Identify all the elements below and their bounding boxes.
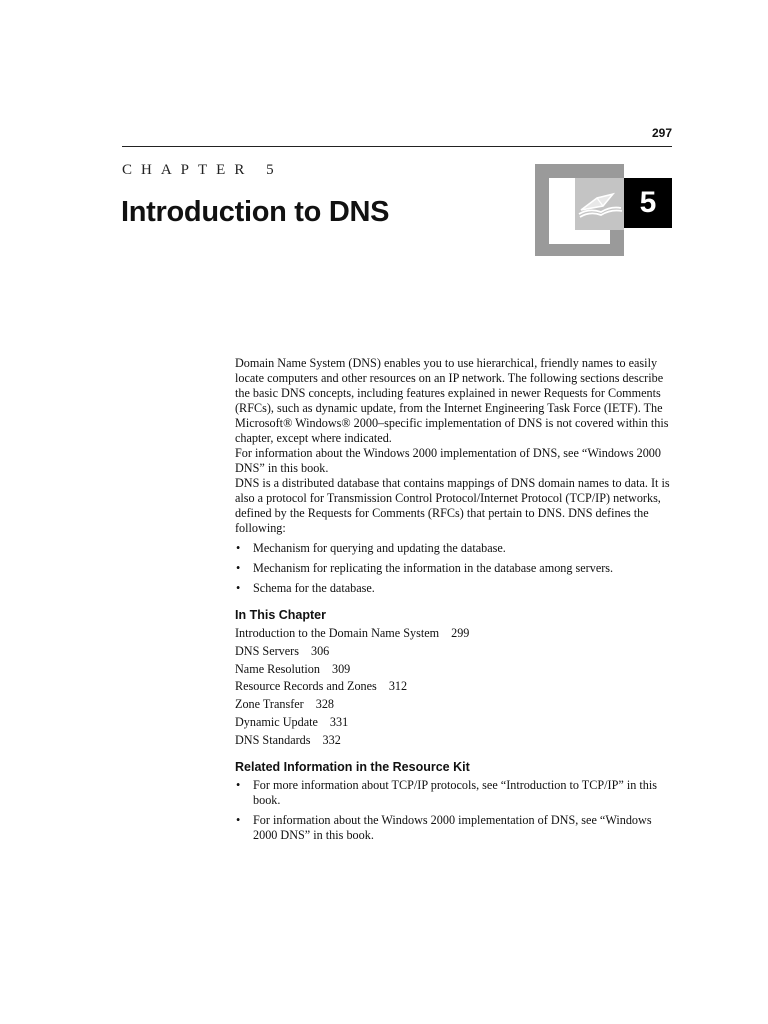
page-title: Introduction to DNS [121,196,390,228]
toc-item-title: DNS Servers [235,643,299,658]
list-item: • Mechanism for querying and updating the database. [235,541,675,556]
chapter-graphic [535,164,672,257]
related-info-heading: Related Information in the Resource Kit [235,759,470,774]
toc-item-title: Introduction to the Domain Name System [235,626,440,640]
toc-item-page: 312 [388,679,408,694]
toc-item[interactable] [235,662,675,680]
page-number: 297 [651,126,672,140]
toc-item-title: Name Resolution [235,661,320,676]
toc-item[interactable] [235,679,675,697]
list-item: • Mechanism for replicating the information in the database among servers. [235,561,675,576]
toc-item-page: 331 [329,714,349,729]
toc-item-page: 306 [310,643,330,658]
list-item: • For information about the Windows 2000 implementation of DNS, see “Windows 2000 DNS” in this book. [235,813,675,843]
intro-paragraph: DNS is a distributed database that contains mappings of DNS domain names to data. It is also a protocol for Transmission Control Protocol/Internet Protocol (TCP/IP) networks, defined by the Requests for Comments (RFCs) that pertain to DNS. DNS defines the following: [235,476,670,535]
chapter-number-badge: 5 [624,178,672,228]
intro-paragraph: Domain Name System (DNS) enables you to use hierarchical, friendly names to easily locate computers and other resources on an IP network. The following sections describe the basic DNS concepts, including features explained in newer Requests for Comments (RFCs), such as dynamic update, from the Internet Engineering Task Force (IETF). The Microsoft® Windows® 2000–specific implementation of DNS is not covered within this chapter, except where indicated. [235,356,669,445]
toc-item[interactable] [235,644,675,662]
open-book-icon [577,188,623,220]
chapter-label: CHAPTER 5 [122,162,283,178]
toc-item-title: Dynamic Update [235,714,318,729]
header-rule [122,146,672,147]
list-item: • Schema for the database. [235,581,675,596]
chapter-toc [235,626,675,751]
toc-item-page: 309 [331,661,351,676]
toc-item-page: 328 [315,697,334,712]
toc-item[interactable] [235,626,675,644]
in-this-chapter-heading: In This Chapter [235,608,326,622]
toc-item[interactable] [235,697,675,715]
toc-item-title: Resource Records and Zones [235,679,377,694]
toc-item-page: 332 [322,732,341,747]
dns-definition-list [235,541,675,596]
toc-item-page: 299 [451,626,470,640]
chapter-body [235,356,675,843]
toc-item-title: DNS Standards [235,732,311,747]
toc-item[interactable] [235,733,675,751]
list-item: • For more information about TCP/IP protocols, see “Introduction to TCP/IP” in this book. [235,778,675,808]
toc-item-title: Zone Transfer [235,697,304,712]
intro-paragraph: For information about the Windows 2000 implementation of DNS, see “Windows 2000 DNS” in this book. [235,446,661,475]
toc-item[interactable] [235,715,675,733]
related-info-list [235,778,675,843]
